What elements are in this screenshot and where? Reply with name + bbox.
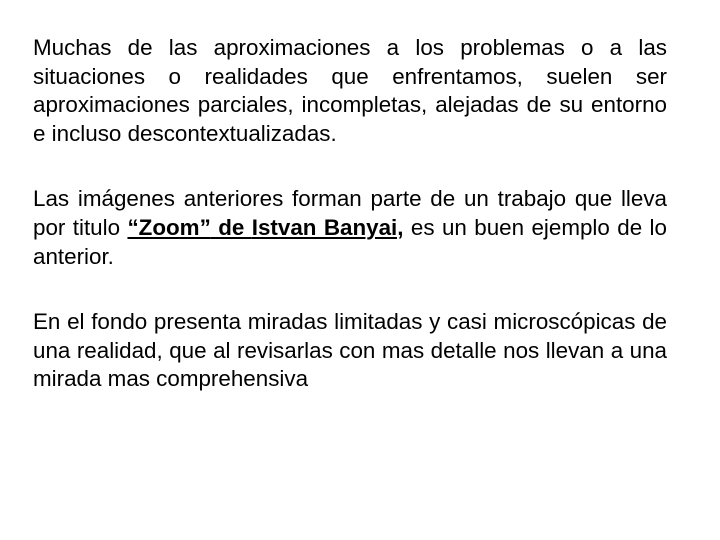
work-title: “Zoom” <box>127 214 211 240</box>
paragraph-3: En el fondo presenta miradas limitadas y casi microscópicas de una realidad, que al revisarlas con mas detalle nos llevan a una mirada mas comprehensiva <box>33 309 667 392</box>
paragraph-2-intro: Las imágenes anteriores forman parte de un trabajo que lleva por titulo <box>33 186 667 240</box>
work-title-de: de <box>210 214 252 240</box>
paragraph-spacer <box>33 148 667 185</box>
slide-body <box>33 34 667 394</box>
work-author: Istvan Banyai, <box>251 214 404 240</box>
paragraph-1: Muchas de las aproximaciones a los problemas o a las situaciones o realidades que enfrentamos, suelen ser aproximaciones parciales, incompletas, alejadas de su entorno e incluso descontextualizadas. <box>33 35 667 146</box>
paragraph-spacer <box>33 271 667 308</box>
paragraph-2 <box>33 185 667 271</box>
paragraph-2-outro: es un buen ejemplo de lo anterior. <box>33 214 667 269</box>
